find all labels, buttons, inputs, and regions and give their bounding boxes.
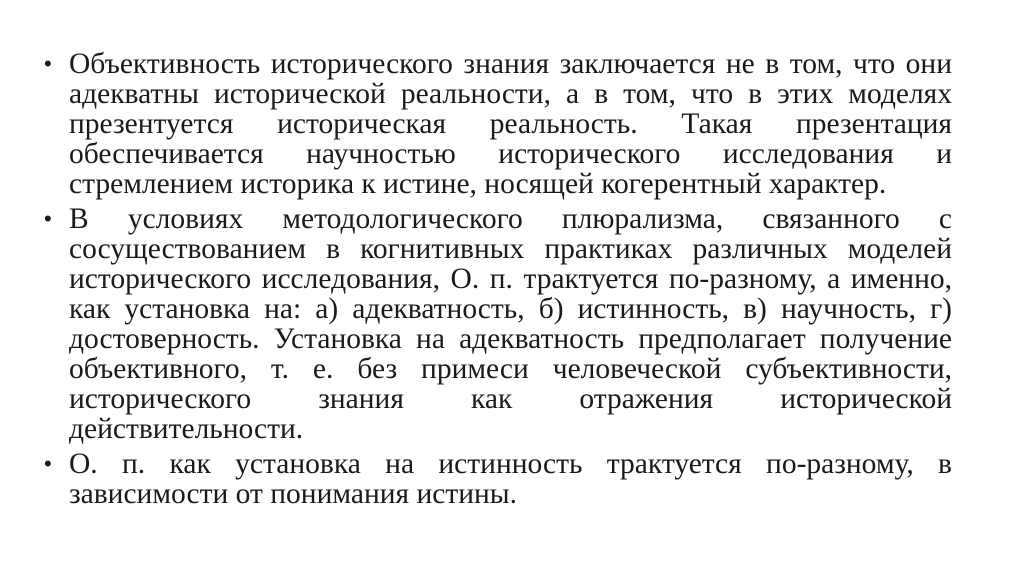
bullet-text: В условиях методологического плюрализма, связанного с сосуществованием в когнитивных практиках различных моделей исторического исследования, О. п. трактуется по-разному, а именно, как установка на: а) адекватность, б) истинность, в) научность, г) достоверность. Установка на адекватность предполагает получение объективного, т. е. без примеси человеческой субъективности, исторического знания как отражения исторической действительности. (69, 203, 952, 445)
bullet-list (44, 49, 952, 514)
bullet-item-truth (44, 449, 952, 509)
bullet-dot-icon: • (44, 451, 52, 476)
bullet-text: О. п. как установка на истинность трактуется по-разному, в зависимости от понимания истины. (69, 448, 952, 510)
bullet-dot-icon: • (44, 206, 52, 231)
bullet-text: Объективность исторического знания заключается не в том, что они адекватны исторической реальности, а в том, что в этих моделях презентуется историческая реальность. Такая презентация обеспечивается научностью исторического исследования и стремлением историка к истине, носящей когерентный характер. (69, 48, 952, 200)
bullet-dot-icon: • (44, 51, 52, 76)
bullet-item-objectivity (44, 49, 952, 199)
bullet-item-pluralism (44, 204, 952, 444)
